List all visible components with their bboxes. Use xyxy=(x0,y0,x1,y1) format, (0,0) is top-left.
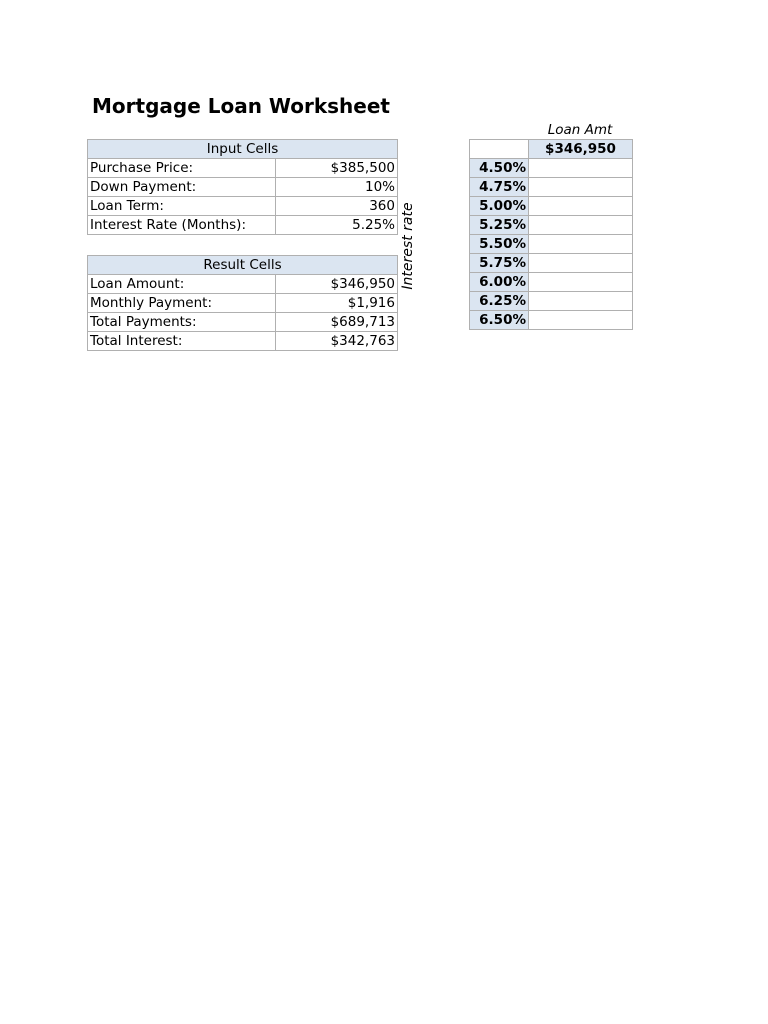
purchase-price-value[interactable]: $385,500 xyxy=(276,159,398,178)
input-cells-header[interactable]: Input Cells xyxy=(88,140,398,159)
page-title: Mortgage Loan Worksheet xyxy=(92,94,390,118)
loan-amount-value[interactable]: $346,950 xyxy=(276,275,398,294)
table-row xyxy=(470,159,633,178)
input-cells-table xyxy=(87,139,398,235)
table-row xyxy=(88,178,398,197)
rate-cell[interactable]: 6.25% xyxy=(470,292,529,311)
table-row xyxy=(470,178,633,197)
loan-amount-header[interactable]: $346,950 xyxy=(529,140,633,159)
total-interest-value[interactable]: $342,763 xyxy=(276,332,398,351)
loan-term-label[interactable]: Loan Term: xyxy=(88,197,276,216)
table-row xyxy=(88,275,398,294)
total-payments-value[interactable]: $689,713 xyxy=(276,313,398,332)
table-row xyxy=(88,216,398,235)
rate-cell[interactable]: 5.00% xyxy=(470,197,529,216)
monthly-payment-value[interactable]: $1,916 xyxy=(276,294,398,313)
loan-amount-label[interactable]: Loan Amount: xyxy=(88,275,276,294)
result-cell[interactable] xyxy=(529,292,633,311)
table-row xyxy=(470,311,633,330)
result-cells-header[interactable]: Result Cells xyxy=(88,256,398,275)
table-row xyxy=(470,292,633,311)
result-cell[interactable] xyxy=(529,311,633,330)
result-cell[interactable] xyxy=(529,254,633,273)
table-row xyxy=(88,313,398,332)
table-row xyxy=(88,159,398,178)
table-row xyxy=(470,235,633,254)
rate-cell[interactable]: 5.25% xyxy=(470,216,529,235)
interest-rate-label[interactable]: Interest Rate (Months): xyxy=(88,216,276,235)
result-cell[interactable] xyxy=(529,178,633,197)
rate-cell[interactable]: 4.50% xyxy=(470,159,529,178)
total-interest-label[interactable]: Total Interest: xyxy=(88,332,276,351)
purchase-price-label[interactable]: Purchase Price: xyxy=(88,159,276,178)
rate-cell[interactable]: 4.75% xyxy=(470,178,529,197)
rate-cell[interactable]: 6.50% xyxy=(470,311,529,330)
rate-cell[interactable]: 5.50% xyxy=(470,235,529,254)
table-row xyxy=(88,197,398,216)
down-payment-label[interactable]: Down Payment: xyxy=(88,178,276,197)
loan-amt-axis-label: Loan Amt xyxy=(547,122,613,138)
loan-term-value[interactable]: 360 xyxy=(276,197,398,216)
rate-cell[interactable]: 5.75% xyxy=(470,254,529,273)
interest-rate-value[interactable]: 5.25% xyxy=(276,216,398,235)
table-row xyxy=(470,197,633,216)
table-row xyxy=(470,216,633,235)
result-cell[interactable] xyxy=(529,216,633,235)
sensitivity-table xyxy=(469,139,633,330)
down-payment-value[interactable]: 10% xyxy=(276,178,398,197)
interest-rate-axis-label: Interest rate xyxy=(400,202,416,290)
corner-cell[interactable] xyxy=(470,140,529,159)
result-cells-table xyxy=(87,255,398,351)
table-row xyxy=(88,332,398,351)
rate-cell[interactable]: 6.00% xyxy=(470,273,529,292)
monthly-payment-label[interactable]: Monthly Payment: xyxy=(88,294,276,313)
result-cell[interactable] xyxy=(529,235,633,254)
result-cell[interactable] xyxy=(529,273,633,292)
table-row xyxy=(470,273,633,292)
table-row xyxy=(88,294,398,313)
result-cell[interactable] xyxy=(529,197,633,216)
total-payments-label[interactable]: Total Payments: xyxy=(88,313,276,332)
table-row xyxy=(470,254,633,273)
result-cell[interactable] xyxy=(529,159,633,178)
